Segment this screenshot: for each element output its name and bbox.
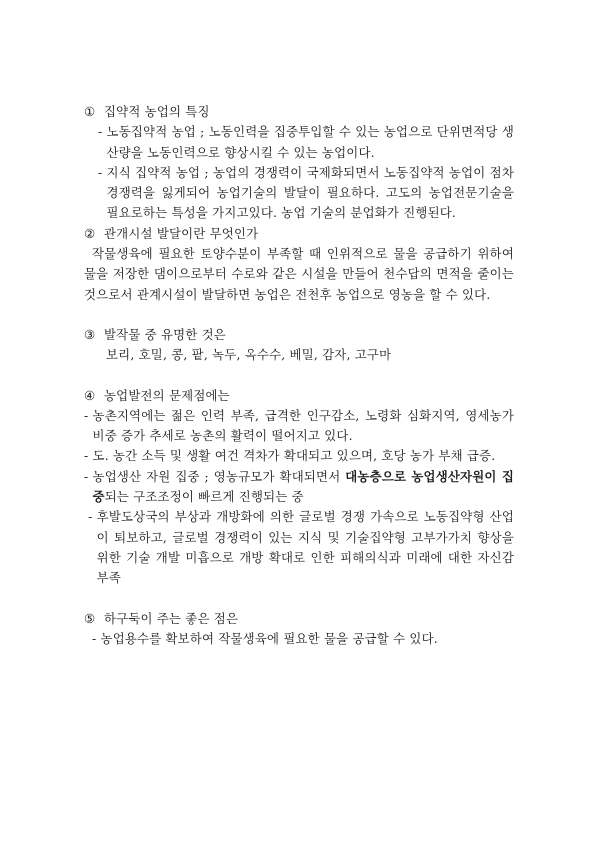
section-3-heading (84, 325, 514, 345)
section-5-heading (84, 609, 514, 629)
spacer (84, 366, 514, 386)
section-4-number: ④ (84, 387, 96, 403)
bullet-dash: - (98, 124, 107, 140)
spacer (84, 589, 514, 609)
section-4-item-2-text: 도. 농간 소득 및 생활 여건 격차가 확대되고 있으며, 호당 농가 부채 급증. (92, 448, 496, 464)
section-1-item-2-text: 지식 집약적 농업 ; 농업의 경쟁력이 국제화되면서 노동집약적 농업이 점차 경쟁력을 잃게되어 농업기술의 발달이 필요하다. 고도의 농업전문기술을 필요로하는 특성을 가지고있다. 농업 기술의 분업화가 진행된다. (106, 164, 514, 221)
section-1-item-2 (84, 163, 514, 224)
bullet-dash: - (84, 407, 93, 423)
section-4-item-4-text: 후발도상국의 부상과 개방화에 의한 글로벌 경쟁 가속으로 노동집약형 산업이 퇴보하고, 글로벌 경쟁력이 있는 지식 및 기술집약형 고부가가치 향상을 위한 기술 개발 미흡으로 개방 확대로 인한 피해의식과 미래에 대한 자신감 부족 (96, 509, 514, 586)
section-5-title: 하구둑이 주는 좋은 점은 (104, 610, 239, 626)
section-3-title: 발작물 중 유명한 것은 (104, 326, 226, 342)
section-4-item-3-post: 되는 구조조정이 빠르게 진행되는 중 (104, 489, 304, 505)
section-5-text: 농업용수를 확보하여 작물생육에 필요한 물을 공급할 수 있다. (100, 630, 438, 646)
section-2-heading (84, 224, 514, 244)
section-4-heading (84, 386, 514, 406)
section-4-item-3-bold: 대농층으로 농업생산자원이 집중 (92, 468, 514, 505)
section-2-number: ② (84, 225, 96, 241)
bullet-dash: - (92, 630, 101, 646)
section-4-title: 농업발전의 문제점에는 (104, 387, 230, 403)
section-1-item-1 (84, 122, 514, 163)
section-2-title: 관개시설 발달이란 무엇인가 (104, 225, 259, 241)
section-4-item-3 (84, 467, 514, 508)
document-page (84, 102, 514, 649)
bullet-dash: - (84, 448, 93, 464)
section-5-number: ⑤ (84, 610, 96, 626)
section-3-crops-list: 보리, 호밀, 콩, 팥, 녹두, 옥수수, 베밀, 감자, 고구마 (106, 347, 392, 363)
bullet-dash: - (84, 468, 93, 484)
section-1-title: 집약적 농업의 특징 (104, 104, 210, 119)
section-4-item-2 (84, 446, 514, 466)
spacer (84, 305, 514, 325)
section-4-item-3-pre: 농업생산 자원 집중 ; 영농규모가 확대되면서 (92, 468, 346, 484)
section-1-heading (84, 102, 514, 122)
section-4-item-4 (84, 507, 514, 588)
bullet-dash: - (84, 509, 97, 525)
section-2-paragraph: 작물생육에 필요한 토양수분이 부족할 때 인위적으로 물을 공급하기 위하여 물을 저장한 댐이으로부터 수로와 같은 시설을 만들어 천수답의 면적을 줄이는 것으로서 관계시설이 발달하면 농업은 전천후 농업으로 영농을 할 수 있다. (84, 246, 514, 302)
section-5-paragraph (84, 629, 514, 649)
section-3-number: ③ (84, 326, 96, 342)
section-4-item-3-text (93, 467, 514, 508)
section-1-number: ① (84, 104, 96, 119)
section-4-item-1-text: 농촌지역에는 젊은 인력 부족, 급격한 인구감소, 노령화 심화지역, 영세농가 비중 증가 추세로 농촌의 활력이 떨어지고 있다. (92, 407, 514, 444)
bullet-dash: - (98, 164, 107, 180)
section-1-item-1-text: 노동집약적 농업 ; 노동인력을 집중투입할 수 있는 농업으로 단위면적당 생산량을 노동인력으로 향상시킬 수 있는 농업이다. (106, 124, 514, 160)
section-4-item-1 (84, 406, 514, 447)
